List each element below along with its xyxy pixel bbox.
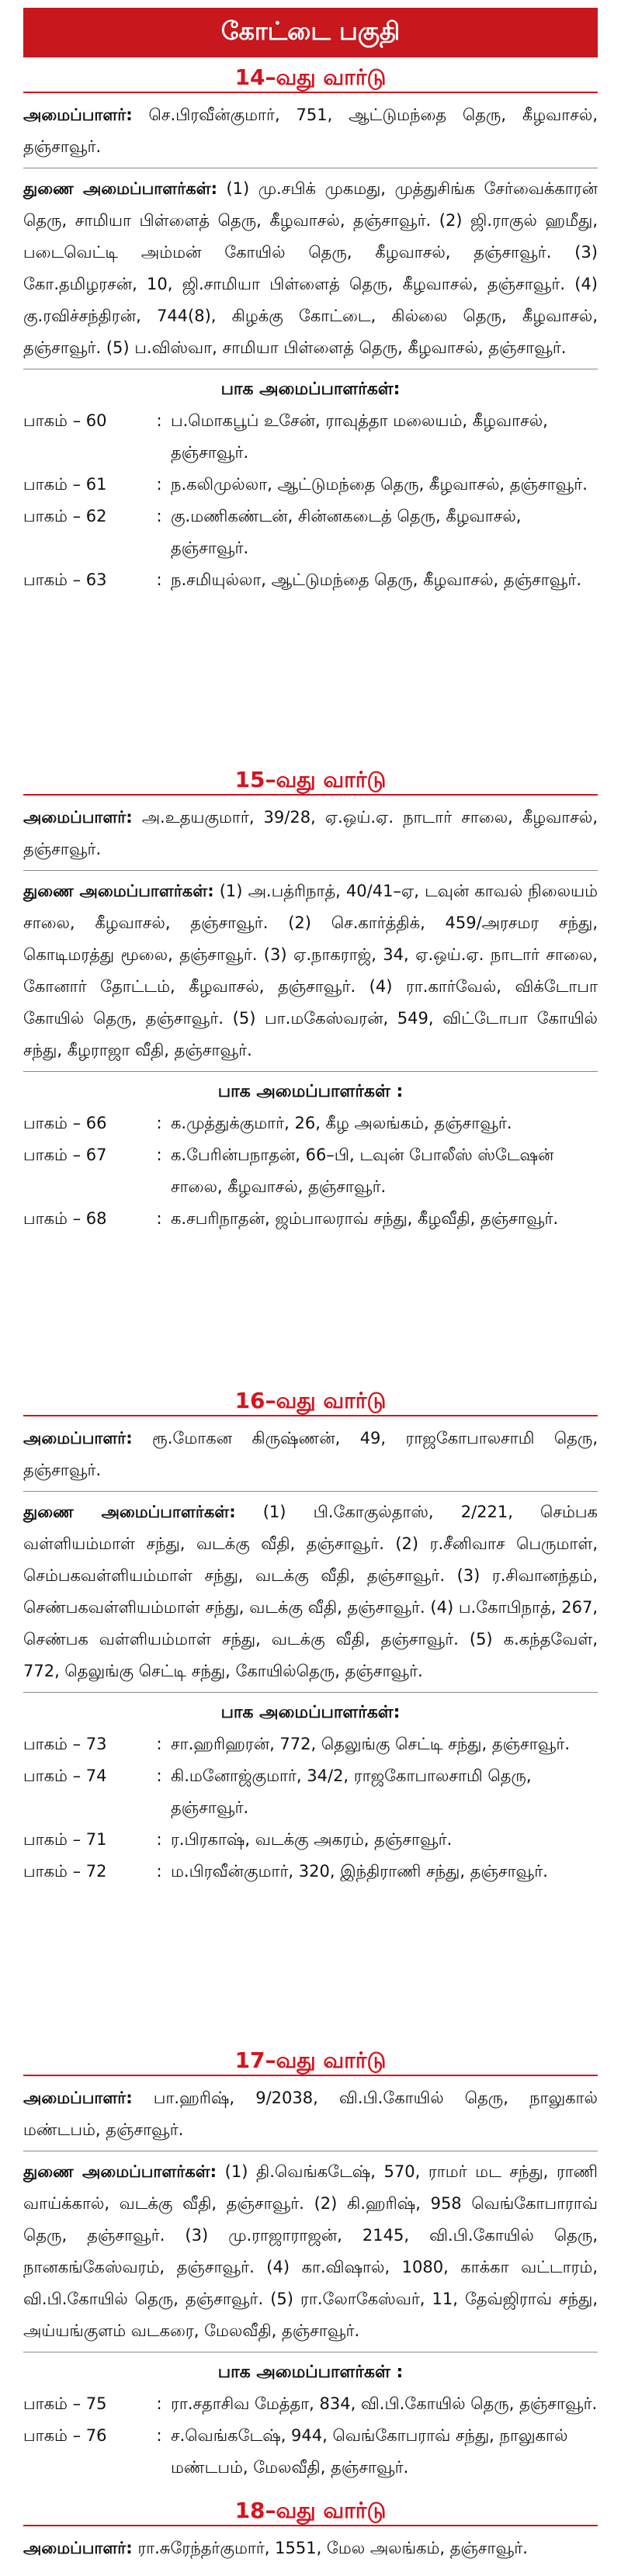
booth-number: பாகம் – 74 [23, 1766, 107, 1785]
organizer-label: அமைப்பாளர்: [23, 106, 133, 124]
organizer [23, 2533, 598, 2564]
deputies-text: (1) அ.பத்ரிநாத், 40/41–ஏ, டவுன் காவல் நிலையம் சாலை, கீழவாசல், தஞ்சாவூர். (2) செ.கார்த்திக், 459/அரசமர சந்து, கொடிமரத்து மூலை, தஞ்சாவூர். (3) ஏ.நாகராஜ், 34, ஏ.ஒய்.ஏ. நாடார் சாலை, கோனார் தோட்டம், கீழவாசல், தஞ்சாவூர். (4) ரா.கார்வேல், விக்டோபா கோயில் தெரு, தஞ்சாவூர். (5) பா.மகேஸ்வரன், 549, விட்டோபா கோயில் சந்து, கீழராஜா வீதி, தஞ்சாவூர். [23, 882, 598, 1059]
booth-number: பாகம் – 62 [23, 507, 107, 525]
booth-row [23, 2420, 598, 2484]
organizer-text: பா.ஹரிஷ், 9/2038, வி.பி.கோயில் தெரு, நாலுகால் மண்டபம், தஞ்சாவூர். [23, 2089, 598, 2139]
deputies [23, 1496, 598, 1687]
booth-row [23, 1856, 598, 1888]
colon: : [156, 475, 162, 494]
ward-title: 18–வது வார்டு [23, 2495, 598, 2526]
booth-text: ம.பிரவீன்குமார், 320, இந்திராணி சந்து, தஞ்சாவூர். [171, 1862, 548, 1881]
booth-number: பாகம் – 66 [23, 1114, 107, 1132]
colon: : [156, 411, 162, 430]
booth-text: ந.கலிமுல்லா, ஆட்டுமந்தை தெரு, கீழவாசல், தஞ்சாவூர். [171, 475, 588, 494]
ward-title: 14–வது வார்டு [23, 62, 598, 93]
booth-number: பாகம் – 73 [23, 1735, 107, 1753]
deputies-text: (1) பி.கோகுல்தாஸ், 2/221, செம்பக வள்ளியம்மாள் சந்து, வடக்கு வீதி, தஞ்சாவூர். (2) ர.சீனிவாச பெருமாள், செம்பகவள்ளியம்மாள் சந்து, வடக்கு வீதி, தஞ்சாவூர். (3) ர.சிவானந்தம், செண்பகவள்ளியம்மாள் சந்து, வடக்கு வீதி, தஞ்சாவூர். (4) ப.கோபிநாத், 267, செண்பக வள்ளியம்மாள் சந்து, வடக்கு வீதி, தஞ்சாவூர். (5) க.கந்தவேள், 772, தெலுங்கு செட்டி சந்து, கோயில்தெரு, தஞ்சாவூர். [23, 1503, 598, 1680]
booth-heading: பாக அமைப்பாளர்கள் : [217, 2363, 404, 2382]
colon: : [156, 2394, 162, 2413]
colon: : [156, 1114, 162, 1132]
deputy-label: துணை அமைப்பாளர்கள்: [23, 179, 217, 198]
booth-heading: பாக அமைப்பாளர்கள் : [217, 1082, 404, 1101]
colon: : [156, 1862, 162, 1881]
ward-section-15 [23, 764, 598, 1235]
ward-title: 16–வது வார்டு [23, 1385, 598, 1416]
booth-row [23, 564, 598, 596]
banner-title: கோட்டை பகுதி [220, 16, 401, 46]
booth-row [23, 1760, 598, 1824]
divider [23, 870, 598, 871]
colon: : [156, 1735, 162, 1753]
deputies [23, 173, 598, 364]
booth-number: பாகம் – 75 [23, 2394, 107, 2413]
organizer-text: ரா.சுரேந்தர்குமார், 1551, மேல அலங்கம், தஞ்சாவூர். [132, 2539, 528, 2557]
booth-number: பாகம் – 72 [23, 1862, 107, 1881]
organizer-label: அமைப்பாளர்: [23, 808, 133, 827]
organizer [23, 1423, 598, 1486]
booth-row [23, 1824, 598, 1856]
booth-heading: பாக அமைப்பாளர்கள்: [220, 1703, 401, 1722]
booth-number: பாகம் – 67 [23, 1146, 107, 1164]
booth-text: க.பேரின்பநாதன், 66–பி, டவுன் போலீஸ் ஸ்டேஷன் சாலை, கீழவாசல், தஞ்சாவூர். [171, 1146, 554, 1196]
booth-row [23, 2388, 598, 2420]
colon: : [156, 570, 162, 589]
booth-number: பாகம் – 61 [23, 475, 107, 494]
section-banner [23, 8, 598, 57]
colon: : [156, 1209, 162, 1228]
ward-section-17 [23, 2045, 598, 2484]
booth-text: ரா.சதாசிவ மேத்தா, 834, வி.பி.கோயில் தெரு, தஞ்சாவூர். [171, 2394, 598, 2413]
organizer-label: அமைப்பாளர்: [23, 2539, 133, 2557]
ward-section-16 [23, 1385, 598, 1888]
booth-text: சா.ஹரிஹரன், 772, தெலுங்கு செட்டி சந்து, தஞ்சாவூர். [171, 1735, 571, 1753]
booth-number: பாகம் – 76 [23, 2426, 107, 2445]
colon: : [156, 2426, 162, 2445]
booth-number: பாகம் – 68 [23, 1209, 107, 1228]
ward-section-18 [23, 2495, 598, 2564]
organizer [23, 802, 598, 865]
divider [23, 1491, 598, 1492]
booth-text: ச.வெங்கடேஷ், 944, வெங்கோபராவ் சந்து, நாலுகால் மண்டபம், மேலவீதி, தஞ்சாவூர். [171, 2426, 568, 2477]
booth-text: ந.சமியுல்லா, ஆட்டுமந்தை தெரு, கீழவாசல், தஞ்சாவூர். [171, 570, 582, 589]
organizer [23, 2082, 598, 2146]
organizer [23, 99, 598, 163]
deputy-label: துணை அமைப்பாளர்கள்: [23, 2162, 217, 2181]
booth-text: கி.மனோஜ்குமார், 34/2, ராஜகோபாலசாமி தெரு, தஞ்சாவூர். [171, 1766, 532, 1817]
booth-number: பாகம் – 60 [23, 411, 107, 430]
booth-text: க.சபரிநாதன், ஜம்பாலராவ் சந்து, கீழவீதி, தஞ்சாவூர். [171, 1209, 559, 1228]
booth-row [23, 405, 598, 469]
organizer-text: அ.உதயகுமார், 39/28, ஏ.ஒய்.ஏ. நாடார் சாலை, கீழவாசல், தஞ்சாவூர். [23, 808, 598, 858]
booth-text: க.முத்துக்குமார், 26, கீழ அலங்கம், தஞ்சாவூர். [171, 1114, 512, 1132]
booth-row [23, 501, 598, 564]
colon: : [156, 1830, 162, 1849]
organizer-label: அமைப்பாளர்: [23, 1429, 133, 1447]
ward-title: 17–வது வார்டு [23, 2045, 598, 2076]
deputies-text: (1) மு.சபிக் முகமது, முத்துசிங்க சேர்வைக்காரன் தெரு, சாமியா பிள்ளைத் தெரு, கீழவாசல், தஞ்சாவூர். (2) ஜி.ராகுல் ஹமீது, படைவெட்டி அம்மன் கோயில் தெரு, கீழவாசல், தஞ்சாவூர். (3) கோ.தமிழரசன், 10, ஜி.சாமியா பிள்ளைத் தெரு, கீழவாசல், தஞ்சாவூர். (4) கு.ரவிச்சந்திரன், 744(8), கிழக்கு கோட்டை, கில்லை தெரு, கீழவாசல், தஞ்சாவூர். (5) ப.விஸ்வா, சாமியா பிள்ளைத் தெரு, கீழவாசல், தஞ்சாவூர். [23, 179, 598, 357]
organizer-text: ரூ.மோகன கிருஷ்ணன், 49, ராஜகோபாலசாமி தெரு, தஞ்சாவூர். [23, 1429, 598, 1479]
organizer-label: அமைப்பாளர்: [23, 2089, 133, 2107]
booth-row [23, 469, 598, 501]
organizer-text: செ.பிரவீன்குமார், 751, ஆட்டுமந்தை தெரு, கீழவாசல், தஞ்சாவூர். [23, 106, 598, 156]
booth-text: கு.மணிகண்டன், சின்னகடைத் தெரு, கீழவாசல், தஞ்சாவூர். [171, 507, 522, 557]
booth-text: ப.மொகபூப் உசேன், ராவுத்தா மலையம், கீழவாசல், தஞ்சாவூர். [171, 411, 548, 462]
booth-row [23, 1139, 598, 1203]
deputies [23, 2156, 598, 2347]
colon: : [156, 507, 162, 525]
booth-row [23, 1728, 598, 1760]
booth-number: பாகம் – 63 [23, 570, 107, 589]
booth-text: ர.பிரகாஷ், வடக்கு அகரம், தஞ்சாவூர். [171, 1830, 453, 1849]
booth-number: பாகம் – 71 [23, 1830, 107, 1849]
divider [23, 1692, 598, 1693]
deputies-text: (1) தி.வெங்கடேஷ், 570, ராமர் மட சந்து, ராணி வாய்க்கால், வடக்கு வீதி, தஞ்சாவூர். (2) கி.ஹரிஷ், 958 வெங்கோபாராவ் தெரு, தஞ்சாவூர். (3) மு.ராஜாராஜன், 2145, வி.பி.கோயில் தெரு, நானகங்கேஸ்வரம், தஞ்சாவூர். (4) கா.விஷால், 1080, காக்கா வட்டாரம், வி.பி.கோயில் தெரு, தஞ்சாவூர். (5) ரா.லோகேஸ்வர், 11, தேவ்ஜிராவ் சந்து, அய்யங்குளம் வடகரை, மேலவீதி, தஞ்சாவூர். [23, 2162, 598, 2340]
colon: : [156, 1766, 162, 1785]
ward-section-14 [23, 62, 598, 596]
booth-row [23, 1108, 598, 1139]
deputies [23, 875, 598, 1066]
colon: : [156, 1146, 162, 1164]
ward-title: 15–வது வார்டு [23, 764, 598, 796]
booth-heading: பாக அமைப்பாளர்கள்: [220, 380, 401, 399]
divider [23, 1071, 598, 1072]
booth-row [23, 1203, 598, 1235]
deputy-label: துணை அமைப்பாளர்கள்: [23, 1503, 236, 1521]
deputy-label: துணை அமைப்பாளர்கள்: [23, 882, 214, 900]
